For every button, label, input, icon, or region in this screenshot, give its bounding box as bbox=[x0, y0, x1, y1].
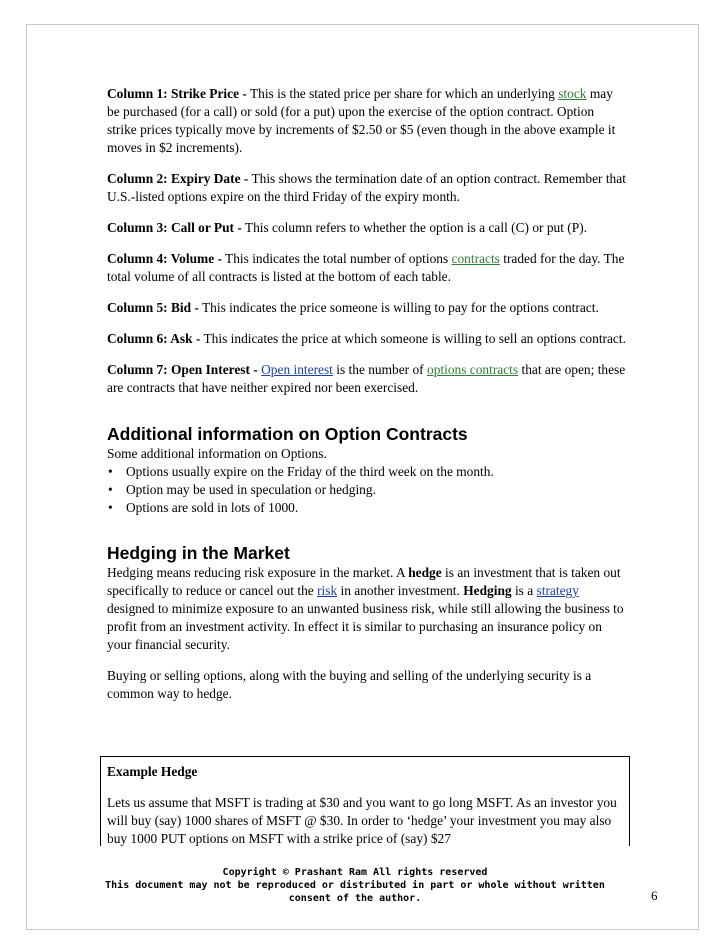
hedging-term: Hedging bbox=[463, 583, 512, 598]
column-5-label: Column 5: Bid - bbox=[107, 300, 199, 315]
page-number: 6 bbox=[651, 888, 658, 903]
column-7-description bbox=[107, 361, 627, 397]
column-1-label: Column 1: Strike Price - bbox=[107, 86, 247, 101]
additional-info-list bbox=[107, 463, 627, 517]
example-hedge-title: Example Hedge bbox=[107, 764, 198, 779]
hedging-heading: Hedging in the Market bbox=[107, 543, 290, 563]
bullet-icon: • bbox=[108, 500, 113, 515]
column-2-label: Column 2: Expiry Date - bbox=[107, 171, 249, 186]
reproduction-notice: This document may not be reproduced or distributed in part or whole without written consent of the author. bbox=[105, 880, 605, 904]
example-hedge-text: Lets us assume that MSFT is trading at $30 and you want to go long MSFT. As an investor you will buy (say) 1000 shares of MSFT @ $30. In order to ‘hedge’ your investment you may also buy 1000 PUT options on MSFT with a strike price of (say) $27 bbox=[107, 795, 617, 846]
bullet-text: Option may be used in speculation or hedging. bbox=[126, 482, 376, 497]
column-1-text-a: This is the stated price per share for which an underlying bbox=[246, 86, 559, 101]
strategy-link[interactable]: strategy bbox=[536, 583, 579, 598]
copyright-line: Copyright © Prashant Ram All rights reserved bbox=[222, 867, 488, 878]
column-3-text: This column refers to whether the option is a call (C) or put (P). bbox=[241, 220, 588, 235]
contracts-link[interactable]: contracts bbox=[451, 251, 500, 266]
page-content bbox=[107, 85, 627, 716]
hedging-text-c: is an investment that is taken out specifically to reduce or cancel out the bbox=[107, 565, 621, 598]
example-hedge-box bbox=[100, 756, 630, 846]
hedge-term: hedge bbox=[408, 565, 442, 580]
column-4-label: Column 4: Volume - bbox=[107, 251, 222, 266]
hedging-text-a: Hedging means reducing risk exposure in the market. A bbox=[107, 565, 409, 580]
column-3-label: Column 3: Call or Put - bbox=[107, 220, 242, 235]
column-4-text-b: traded for the day. The total volume of all contracts is listed at the bottom of each table. bbox=[107, 251, 625, 284]
column-1-description bbox=[107, 85, 627, 157]
additional-info-intro: Some additional information on Options. bbox=[107, 446, 327, 461]
bullet-text: Options usually expire on the Friday of the third week on the month. bbox=[126, 464, 494, 479]
hedging-text-f: is a bbox=[511, 583, 537, 598]
open-interest-link[interactable]: Open interest bbox=[261, 362, 333, 377]
list-item bbox=[107, 463, 627, 481]
column-7-text-b: that are open; these are contracts that have neither expired nor been exercised. bbox=[107, 362, 626, 395]
hedging-text-g: designed to minimize exposure to an unwanted business risk, while still allowing the business to profit from an investment activity. In effect it is similar to purchasing an insurance policy on your financial security. bbox=[107, 601, 624, 652]
column-3-description bbox=[107, 219, 627, 237]
additional-info-heading: Additional information on Option Contracts bbox=[107, 424, 468, 444]
column-7-label: Column 7: Open Interest - bbox=[107, 362, 258, 377]
copyright-footer bbox=[100, 866, 610, 905]
stock-link[interactable]: stock bbox=[558, 86, 587, 101]
column-5-description bbox=[107, 299, 627, 317]
bullet-icon: • bbox=[108, 464, 113, 479]
column-5-text: This indicates the price someone is willing to pay for the options contract. bbox=[198, 300, 599, 315]
list-item bbox=[107, 481, 627, 499]
options-contracts-link[interactable]: options contracts bbox=[427, 362, 519, 377]
hedging-text-d: in another investment. bbox=[337, 583, 464, 598]
column-6-description bbox=[107, 330, 627, 348]
column-6-label: Column 6: Ask - bbox=[107, 331, 201, 346]
list-item bbox=[107, 499, 627, 517]
column-4-description bbox=[107, 250, 627, 286]
bullet-text: Options are sold in lots of 1000. bbox=[126, 500, 299, 515]
hedging-paragraph-2: Buying or selling options, along with the buying and selling of the underlying security is a common way to hedge. bbox=[107, 668, 592, 701]
hedging-paragraph-1 bbox=[107, 564, 627, 654]
column-6-text: This indicates the price at which someone is willing to sell an options contract. bbox=[200, 331, 626, 346]
bullet-icon: • bbox=[108, 482, 113, 497]
column-2-text: This shows the termination date of an option contract. Remember that U.S.-listed options expire on the third Friday of the expiry month. bbox=[107, 171, 626, 204]
column-2-description bbox=[107, 170, 627, 206]
column-1-text-b: may be purchased (for a call) or sold (for a put) upon the exercise of the option contract. Option strike prices typically move by increments of $2.50 or $5 (even though in the above example it moves in $2 increments). bbox=[107, 86, 616, 155]
risk-link[interactable]: risk bbox=[317, 583, 338, 598]
column-7-text-a: is the number of bbox=[332, 362, 427, 377]
column-4-text-a: This indicates the total number of options bbox=[221, 251, 452, 266]
